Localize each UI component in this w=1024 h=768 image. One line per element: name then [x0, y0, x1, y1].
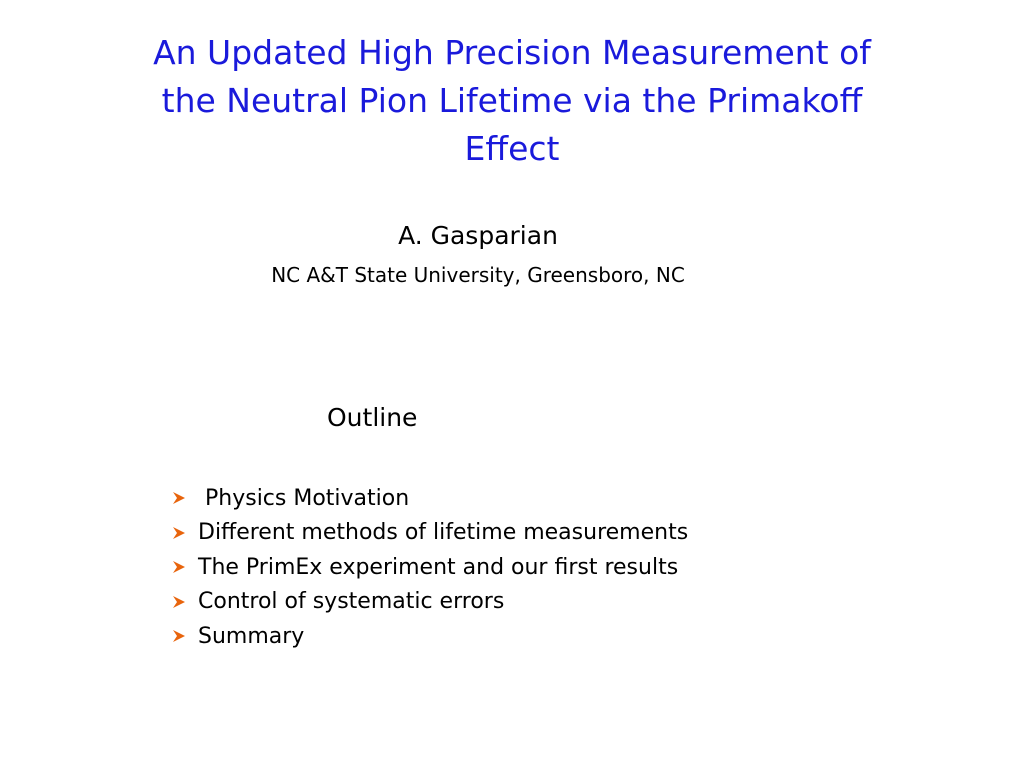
slide-title — [60, 29, 964, 173]
arrowhead-bullet-icon — [172, 560, 198, 574]
outline-item — [172, 516, 688, 551]
author-name: A. Gasparian — [398, 221, 558, 250]
outline-item — [172, 585, 688, 620]
arrowhead-bullet-icon — [172, 595, 198, 609]
outline-heading: Outline — [327, 403, 418, 432]
outline-item-label: Summary — [198, 623, 305, 649]
outline-list — [172, 481, 688, 654]
outline-item-label: Control of systematic errors — [198, 589, 505, 615]
outline-item-label: Physics Motivation — [205, 485, 410, 511]
outline-item — [172, 481, 688, 516]
arrowhead-bullet-icon — [172, 629, 198, 643]
title-line-2: the Neutral Pion Lifetime via the Primakoff — [161, 81, 863, 120]
outline-item — [172, 550, 688, 585]
outline-item-label: The PrimEx experiment and our first results — [198, 554, 679, 580]
outline-item-label: Different methods of lifetime measurements — [198, 520, 689, 546]
arrowhead-bullet-icon — [172, 526, 198, 540]
author-affiliation: NC A&T State University, Greensboro, NC — [271, 263, 685, 287]
title-line-1: An Updated High Precision Measurement of — [153, 33, 871, 72]
title-line-3: Effect — [464, 129, 560, 168]
outline-item — [172, 619, 688, 654]
arrowhead-bullet-icon — [172, 491, 198, 505]
